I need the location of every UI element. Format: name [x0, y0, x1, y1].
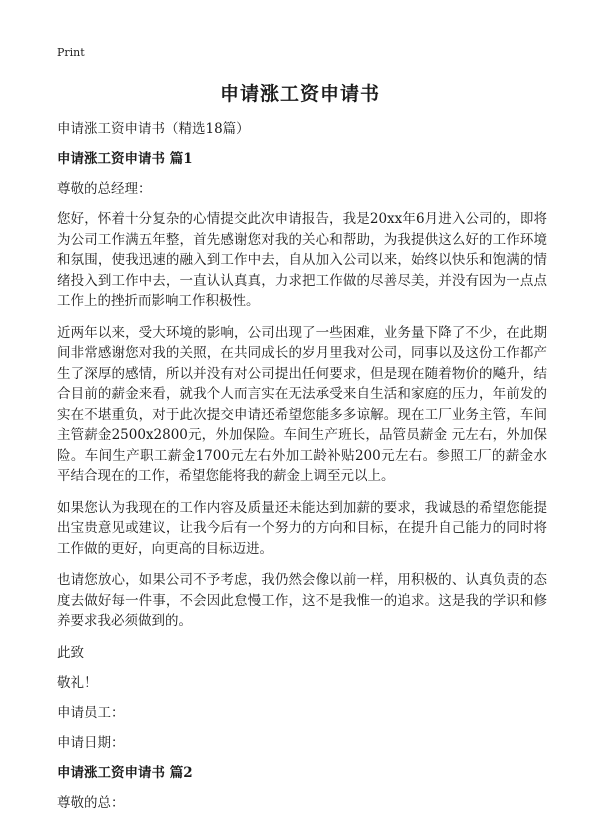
document-title: 申请涨工资申请书	[219, 83, 380, 105]
document-subtitle: 申请涨工资申请书（精选18篇）	[57, 121, 250, 137]
date-line: 申请日期：	[57, 734, 125, 751]
section-heading: 申请涨工资申请书 篇2	[57, 764, 193, 781]
paragraph: 您好，怀着十分复杂的心情提交此次申请报告，我是20xx年6月进入公司的，即将为公司工作满五年整，首先感谢您对我的关心和帮助，为我提供这么好的工作环境和氛围，使我迅速的融入到工作中去，自从加入公司以来，始终以快乐和饱满的情绪投入到工作中去，一直认认真真，力求把工作做的尽善尽美，并没有因为一点点工作上的挫折而影响工作积极性。	[57, 211, 547, 309]
closing-line: 敬礼！	[57, 674, 98, 691]
signature-line: 申请员工：	[57, 704, 125, 721]
paragraph: 近两年以来，受大环境的影响，公司出现了一些困难，业务量下降了不少，在此期间非常感谢您对我的关照，在共同成长的岁月里我对公司，同事以及这份工作都产生了深厚的感情，所以并没有对公司提出任何要求，但是现在随着物价的飚升，结合目前的薪金来看，就我个人而言实在无法承受来自生活和家庭的压力，年前发的实在不堪重负，对于此次提交申请还希望您能多多谅解。现在工厂业务主管，车间主管薪金2500x2800元，外加保险。车间生产班长，品管员薪金 元左右，外加保险。车间生产职工薪金1700元左右外加工龄补贴200元左右。参照工厂的薪金水平结合现在的工作，希望您能将我的薪金上调至元以上。	[57, 324, 547, 484]
closing-line: 此致	[57, 644, 84, 661]
section-1	[57, 149, 547, 753]
paragraph: 也请您放心，如果公司不予考虑，我仍然会像以前一样，用积极的、认真负责的态度去做好每一件事，不会因此怠慢工作，这不是我惟一的追求。这是我的学识和修养要求我必须做到的。	[57, 572, 547, 629]
paragraph: 如果您认为我现在的工作内容及质量还未能达到加薪的要求，我诚恳的希望您能提出宝贵意见或建议，让我今后有一个努力的方向和目标，在提升自己能力的同时将工作做的更好，向更高的目标迈进。	[57, 499, 547, 557]
salutation: 尊敬的总经理：	[57, 181, 152, 197]
section-heading: 申请涨工资申请书 篇1	[57, 151, 193, 167]
salutation: 尊敬的总：	[57, 794, 125, 811]
section-2	[57, 763, 547, 813]
print-label: Print	[57, 46, 85, 59]
document-body	[57, 119, 547, 823]
